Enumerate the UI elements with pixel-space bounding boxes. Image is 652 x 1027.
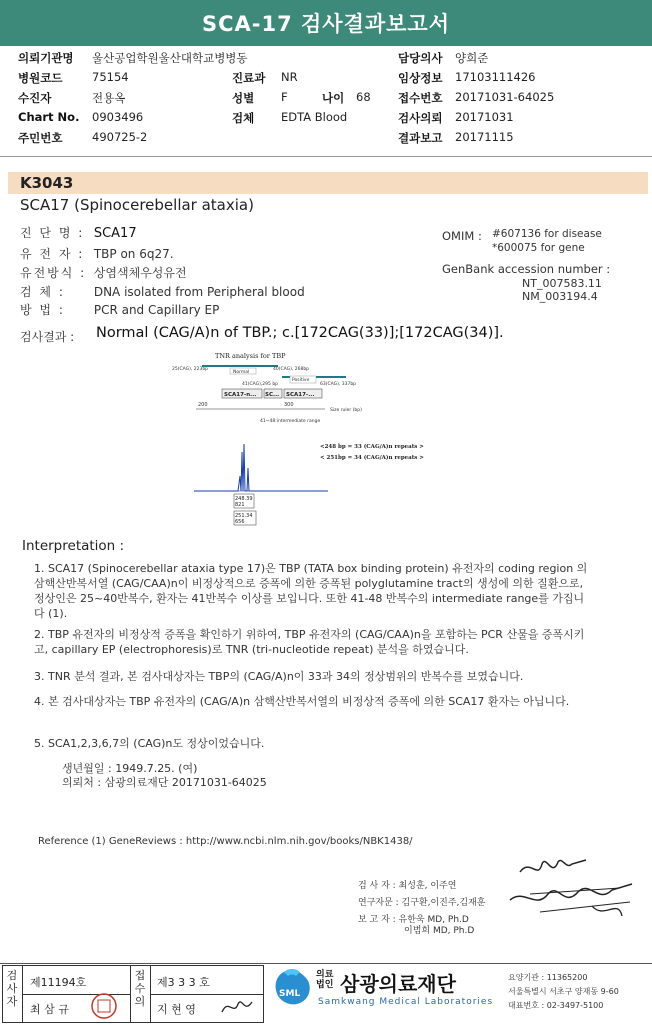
peak2-height: 656 — [235, 519, 245, 525]
value-receipt-no: 20171031-64025 — [455, 90, 555, 104]
label-25cag: 25(CAG), 223bp — [172, 367, 209, 372]
peak2-size: 251.34 — [235, 513, 253, 519]
genbank-nt: NT_007583.11 — [522, 277, 602, 290]
value-hospital-code: 75154 — [92, 70, 129, 84]
detail-key: 유 전 자 : — [20, 247, 85, 261]
label-patient: 수진자 — [18, 91, 52, 105]
value-chart-no: 0903496 — [92, 110, 144, 124]
sml-logo — [270, 966, 314, 1010]
label-report-date: 결과보고 — [398, 131, 443, 145]
logo-mark-text: SML — [279, 989, 301, 999]
value-specimen: EDTA Blood — [281, 110, 348, 124]
detail-diagnosis — [20, 224, 137, 241]
peak-note-2: < 251bp = 34 (CAG/A)n repeats > — [320, 455, 424, 461]
detail-key: 검 체 : — [20, 285, 65, 299]
value-department: NR — [281, 70, 298, 84]
label-63cag: 63(CAG), 337bp — [320, 382, 357, 387]
contact-phone: 대표번호 : 02-3497-5100 — [508, 1001, 604, 1010]
value-report-date: 20171115 — [455, 130, 514, 144]
intermediate-label: 41~48:intermediate range — [260, 419, 321, 424]
label-hospital-code: 병원코드 — [18, 71, 63, 85]
test-code: K3043 — [20, 174, 74, 192]
signature-image — [500, 850, 640, 930]
detail-method — [20, 301, 219, 318]
reporter: 보 고 자 : 유한욱 MD, Ph.D — [358, 915, 469, 925]
peak-trace — [194, 444, 328, 491]
genbank-label: GenBank accession number : — [442, 262, 611, 276]
examiner-vertical-label: 검사자 — [6, 969, 18, 1008]
interpretation-p2: 2. TBP 유전자의 비정상적 증폭을 확인하기 위하여, TBP 유전자의 (CAG/CAA)n을 포함하는 PCR 산물을 증폭시키고, capillary EP (electrophoresis)로 TNR (tri-nucleotide repeat) 분석을 하였습니다. — [34, 628, 585, 656]
label-request-date: 검사의뢰 — [398, 111, 443, 125]
label-clinical-info: 임상정보 — [398, 71, 443, 85]
org-corp-label: 의료법인 — [316, 970, 334, 990]
label-department: 진료과 — [232, 71, 266, 85]
size-ruler-label: Size ruler (bp) — [330, 408, 362, 413]
value-age: 68 — [356, 90, 371, 104]
tick-300: 300 — [284, 402, 294, 408]
value-patient: 전용옥 — [92, 91, 126, 105]
label-40cag: 40(CAG), 268bp — [273, 367, 310, 372]
interpretation-p3: 3. TNR 분석 결과, 본 검사대상자는 TBP의 (CAG/A)n이 33과 34의 정상범위의 반복수를 보였습니다. — [34, 670, 524, 683]
detail-key: 진 단 명 : — [20, 226, 85, 240]
bin-label-1: SCA17-n... — [224, 392, 257, 398]
label-normal: Normal — [233, 370, 250, 375]
date-of-birth: 생년월일 : 1949.7.25. (여) — [62, 762, 198, 775]
divider — [0, 156, 652, 157]
examiner-license: 제11194호 — [30, 976, 87, 989]
value-doctor: 양희준 — [455, 51, 489, 65]
reference: Reference (1) GeneReviews : http://www.ncbi.nlm.nih.gov/books/NBK1438/ — [38, 836, 413, 847]
contact-code: 요양기관 : 11365200 — [508, 973, 588, 982]
detail-value: 상염색체우성유전 — [93, 266, 187, 280]
value-institution: 울산공업학원울산대학교병병동 — [92, 51, 248, 65]
detail-value: DNA isolated from Peripheral blood — [93, 285, 305, 299]
label-positive: Positive — [292, 378, 310, 383]
result-label: 검사결과 : — [20, 330, 75, 344]
figure-title: TNR analysis for TBP — [215, 352, 286, 360]
receiver-vertical-label: 접수의 — [134, 969, 146, 1008]
test-title: SCA17 (Spinocerebellar ataxia) — [20, 196, 254, 214]
label-chart-no: Chart No. — [18, 110, 80, 124]
requester: 의뢰처 : 삼광의료재단 20171031-64025 — [62, 776, 267, 789]
detail-inheritance — [20, 264, 187, 281]
tnr-figure — [160, 348, 460, 533]
detail-gene — [20, 245, 174, 262]
receiver-license: 제3 3 3 호 — [157, 976, 210, 989]
bin-label-2: SC... — [265, 392, 280, 398]
reporter-2: 이범희 MD, Ph.D — [404, 926, 475, 936]
label-specimen: 검체 — [232, 111, 255, 125]
detail-value: PCR and Capillary EP — [93, 303, 220, 317]
label-age: 나이 — [322, 91, 345, 105]
patient-info — [0, 46, 652, 158]
detail-value: TBP on 6q27. — [93, 247, 174, 261]
interpretation-p4: 4. 본 검사대상자는 TBP 유전자의 (CAG/A)n 삼핵산반복서열의 비정상적 증폭에 의한 SCA17 환자는 아닙니다. — [34, 695, 570, 708]
org-name-en: Samkwang Medical Laboratories — [318, 997, 494, 1007]
receiver-name: 지 현 영 — [157, 1003, 196, 1016]
peak1-height: 821 — [235, 502, 245, 508]
label-doctor: 담당의사 — [398, 51, 443, 65]
examiner-name: 최 삼 규 — [30, 1003, 69, 1016]
interpretation-p1: 1. SCA17 (Spinocerebellar ataxia type 17)은 TBP (TATA box binding protein) 유전자의 coding region 의 삼핵산반복서열 (CAG/CAA)n이 비정상적으로 증폭에 의한 증폭된 polyglutamine tract의 생성에 의한 질환으로, 정상인은 25~40반복수, 환자는 41반복수 이상를 보입니다. 또한 41-48 반복수의 intermediate range를 가집니다 (1). — [34, 562, 588, 620]
contact-address: 서울특별시 서초구 양재동 9-60 — [508, 987, 619, 996]
detail-key: 유전방식 : — [20, 266, 87, 280]
label-41cag: 41(CAG),295 bp — [242, 382, 279, 387]
detail-specimen — [20, 283, 305, 300]
report-title: SCA-17 검사결과보고서 — [0, 0, 652, 46]
label-receipt-no: 접수번호 — [398, 91, 443, 105]
tick-200: 200 — [198, 402, 208, 408]
code-band — [8, 172, 648, 194]
receiver-signature — [218, 994, 258, 1020]
bin-label-3: SCA17-... — [286, 392, 315, 398]
label-resident-no: 주민번호 — [18, 131, 63, 145]
result-value: Normal (CAG/A)n of TBP.; c.[172CAG(33)];[172CAG(34)]. — [96, 325, 504, 341]
value-request-date: 20171031 — [455, 110, 514, 124]
value-resident-no: 490725-2 — [92, 130, 148, 144]
detail-value: SCA17 — [93, 226, 137, 241]
advisor: 연구자문 : 김구환,이진주,김재훈 — [358, 898, 486, 908]
omim-label: OMIM : — [442, 229, 482, 243]
label-institution: 의뢰기관명 — [18, 51, 74, 65]
table-divider — [130, 965, 131, 1023]
interpretation-p5: 5. SCA1,2,3,6,7의 (CAG)n도 정상이었습니다. — [34, 737, 265, 750]
genbank-nm: NM_003194.4 — [522, 290, 598, 303]
peak1-size: 248.39 — [235, 496, 253, 502]
detail-key: 방 법 : — [20, 303, 65, 317]
examiner-seal — [90, 992, 118, 1020]
omim-gene: *600075 for gene — [492, 242, 585, 254]
peak-note-1: <248 bp = 33 (CAG/A)n repeats > — [320, 444, 424, 450]
label-sex: 성별 — [232, 91, 255, 105]
normal-range-bar — [202, 365, 278, 367]
org-name: 삼광의료재단 — [340, 972, 456, 996]
value-clinical-info: 17103111426 — [455, 70, 536, 84]
omim-disease: #607136 for disease — [492, 228, 602, 240]
interpretation-heading: Interpretation : — [22, 538, 125, 554]
examiner: 검 사 자 : 최성훈, 이주연 — [358, 881, 457, 891]
value-sex: F — [281, 90, 288, 104]
